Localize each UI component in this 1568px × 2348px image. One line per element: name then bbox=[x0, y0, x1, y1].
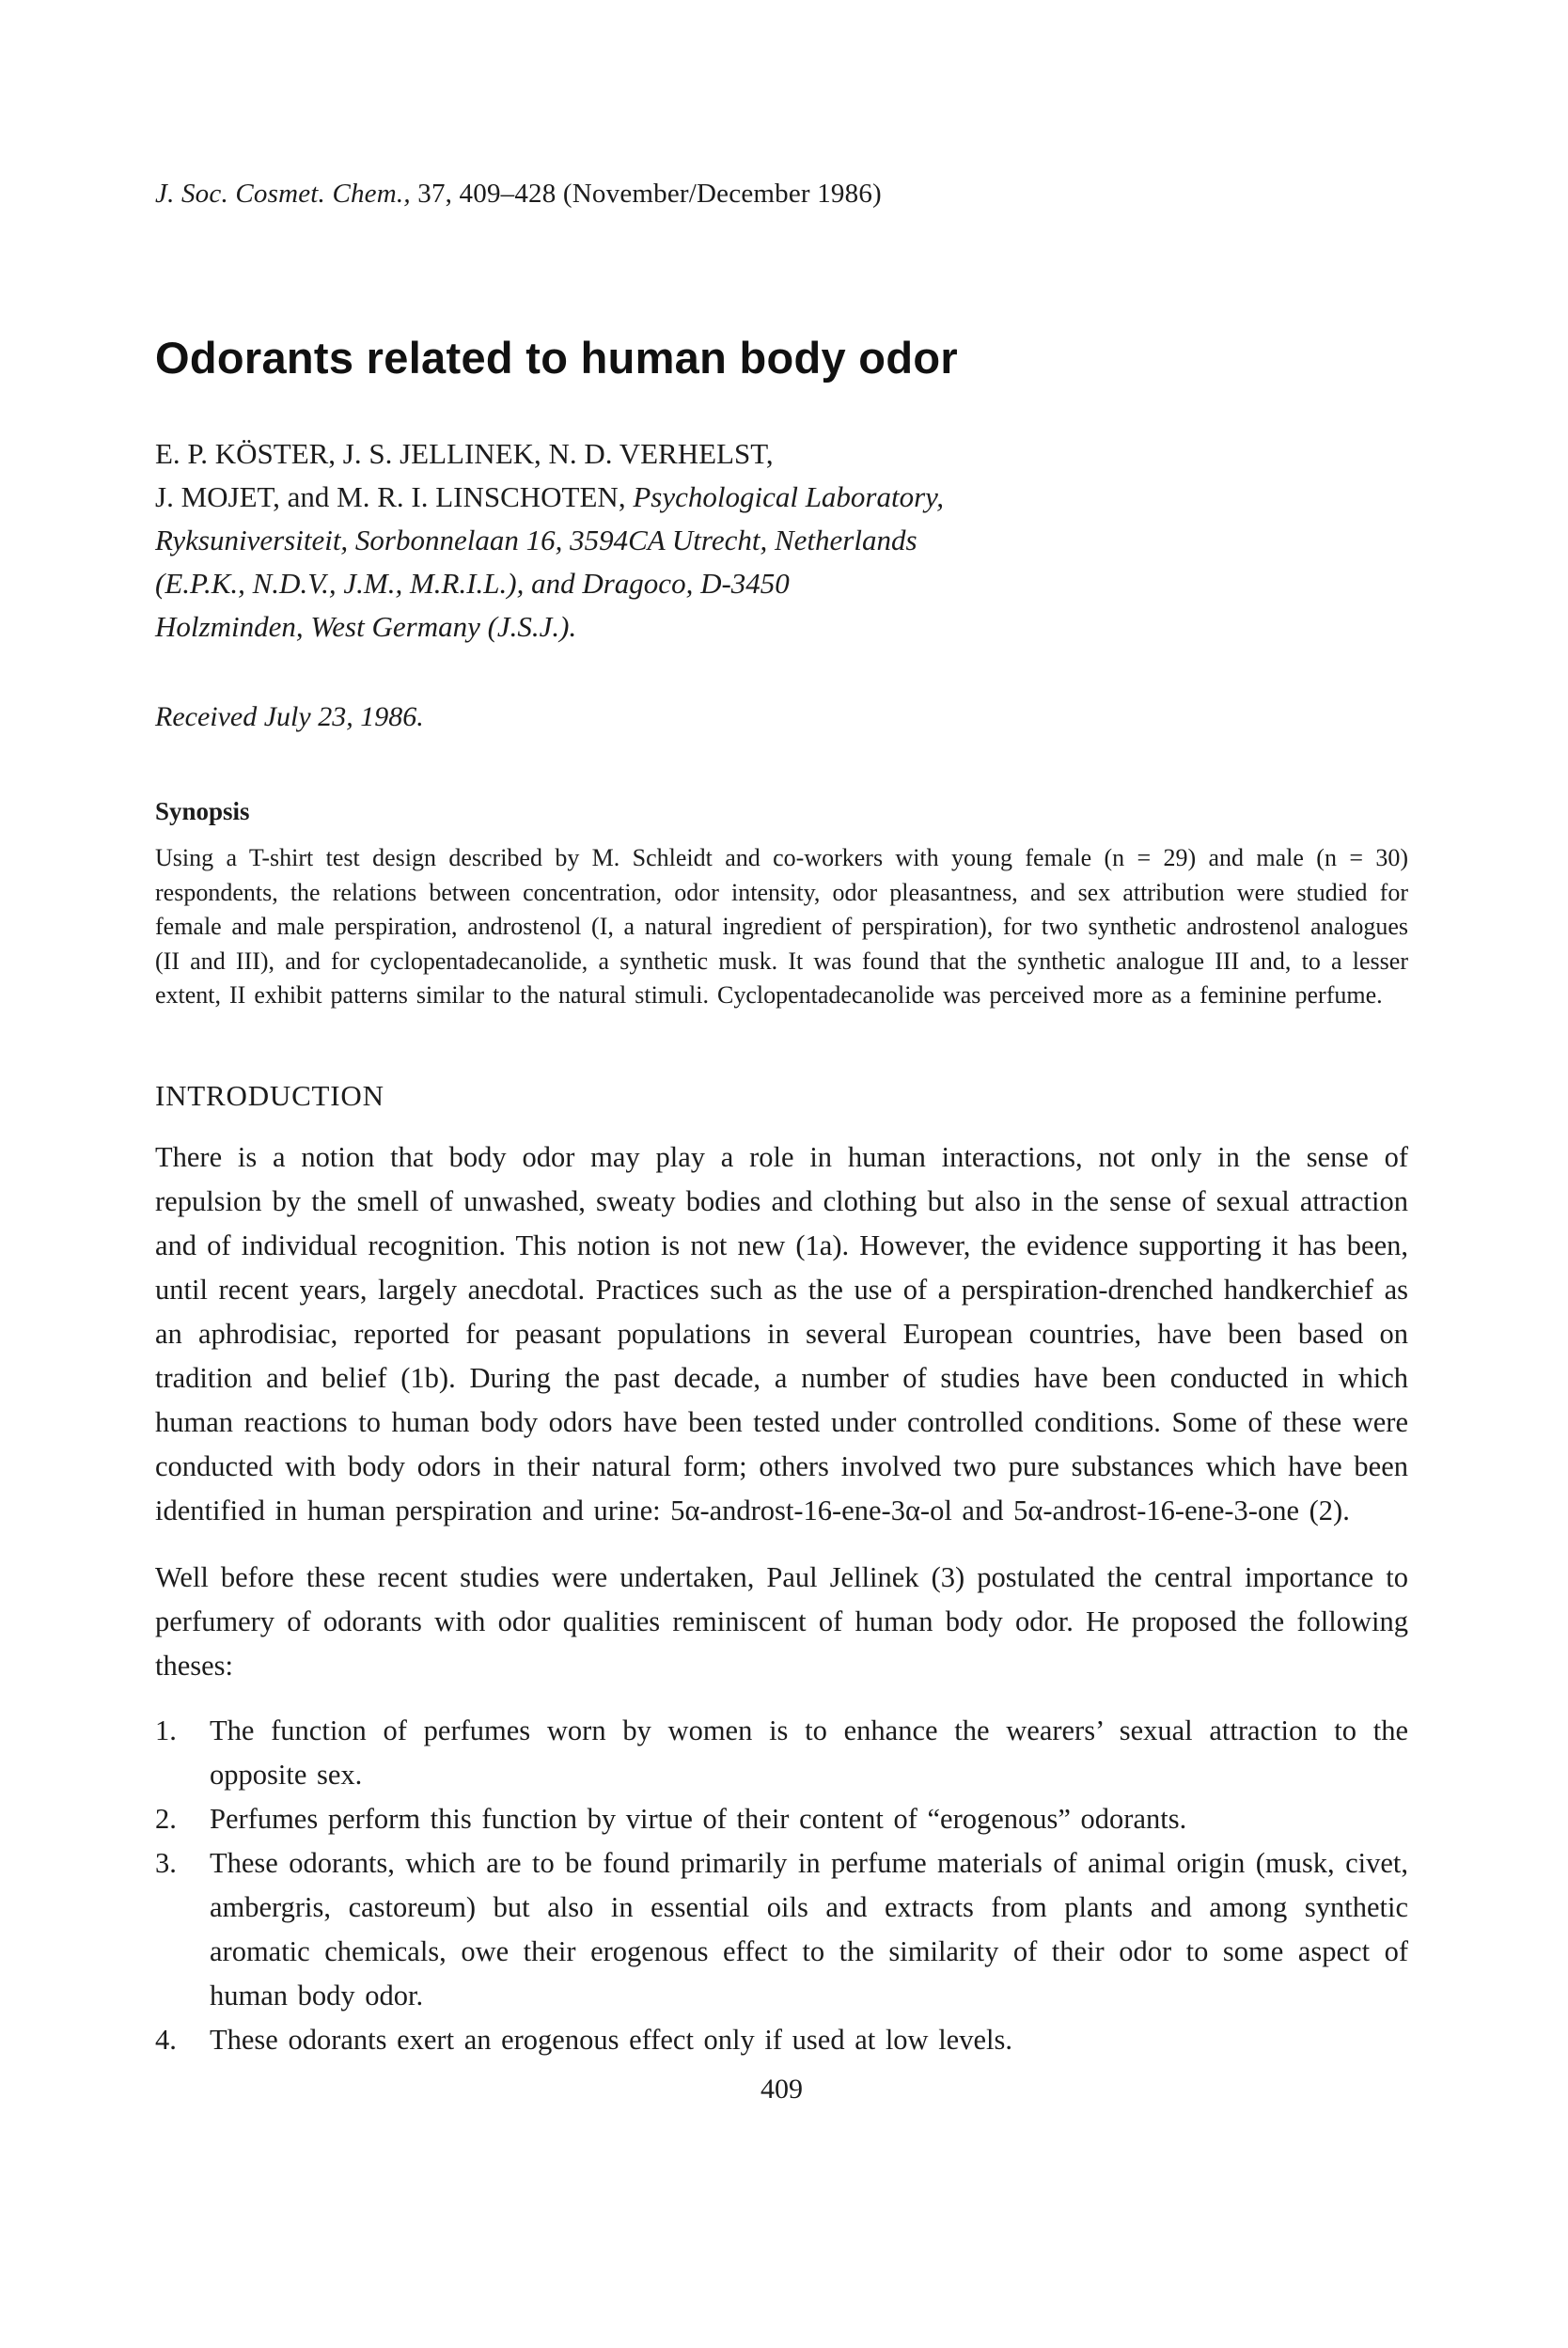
authors-line-2 bbox=[155, 476, 1408, 519]
introduction-paragraph-2: Well before these recent studies were undertaken, Paul Jellinek (3) postulated the central importance to perfumery of odorants with odor qualities reminiscent of human body odor. He proposed the following theses: bbox=[155, 1560, 1408, 1682]
authors-line-2-names: J. MOJET, and M. R. I. LINSCHOTEN, bbox=[155, 480, 634, 513]
list-item bbox=[155, 2018, 1408, 2062]
theses-list bbox=[155, 1709, 1408, 2062]
authors-line-1: E. P. KÖSTER, J. S. JELLINEK, N. D. VERHELST, bbox=[155, 437, 774, 470]
list-item-text: Perfumes perform this function by virtue of their content of “erogenous” odorants. bbox=[210, 1802, 1187, 1835]
list-item-text: The function of perfumes worn by women is to enhance the wearers’ sexual attraction to the opposite sex. bbox=[210, 1714, 1408, 1791]
authors-line-3: Ryksuniversiteit, Sorbonnelaan 16, 3594CA Utrecht, Netherlands bbox=[155, 524, 917, 556]
synopsis-text: Using a T-shirt test design described by M. Schleidt and co-workers with young female (n = 29) and male (n = 30) respondents, the relations between concentration, odor intensity, odor pleasantness, and sex attribution were studied for female and male perspiration, androstenol (I, a natural ingredient of perspiration), for two synthetic androstenol analogues (II and III), and for cyclopentadecanolide, a synthetic musk. It was found that the synthetic analogue III and, to a lesser extent, II exhibit patterns similar to the natural stimuli. Cyclopentadecanolide was perceived more as a feminine perfume. bbox=[155, 844, 1408, 1009]
list-item bbox=[155, 1841, 1408, 2018]
list-item-number: 4. bbox=[155, 2023, 177, 2056]
article-title: Odorants related to human body odor bbox=[155, 333, 958, 383]
list-item-text: These odorants exert an erogenous effect only if used at low levels. bbox=[210, 2023, 1012, 2056]
list-item-text: These odorants, which are to be found primarily in perfume materials of animal origin (musk, civet, ambergris, castoreum) but also in essential oils and extracts from plants and among synthetic aromatic chemicals, owe their erogenous effect to the similarity of their odor to some aspect of human body odor. bbox=[210, 1846, 1408, 2011]
introduction-paragraph-1: There is a notion that body odor may play a role in human interactions, not only in the sense of repulsion by the smell of unwashed, sweaty bodies and clothing but also in the sense of sexual attraction and of individual recognition. This notion is not new (1a). However, the evidence supporting it has been, until recent years, largely anecdotal. Practices such as the use of a perspiration-drenched handkerchief as an aphrodisiac, reported for peasant populations in several European countries, have been based on tradition and belief (1b). During the past decade, a number of studies have been conducted in which human reactions to human body odors have been tested under controlled conditions. Some of these were conducted with body odors in their natural form; others involved two pure substances which have been identified in human perspiration and urine: 5α-androst-16-ene-3α-ol and 5α-androst-16-ene-3-one (2). bbox=[155, 1140, 1408, 1526]
authors-affiliation-lab: Psychological Laboratory, bbox=[633, 480, 944, 513]
journal-volume-pages: 37, 409–428 (November/December 1986) bbox=[410, 179, 882, 209]
received-date: Received July 23, 1986. bbox=[155, 701, 424, 732]
introduction-heading: INTRODUCTION bbox=[155, 1078, 384, 1112]
journal-citation bbox=[155, 179, 1408, 210]
list-item bbox=[155, 1797, 1408, 1841]
page-number: 409 bbox=[760, 2073, 803, 2105]
list-item-number: 1. bbox=[155, 1714, 177, 1746]
synopsis-heading: Synopsis bbox=[155, 797, 250, 825]
authors-block bbox=[155, 432, 1408, 649]
journal-name: J. Soc. Cosmet. Chem., bbox=[155, 179, 411, 209]
list-item-number: 2. bbox=[155, 1802, 177, 1835]
list-item bbox=[155, 1709, 1408, 1797]
authors-line-4: (E.P.K., N.D.V., J.M., M.R.I.L.), and Dragoco, D-3450 bbox=[155, 567, 790, 600]
list-item-number: 3. bbox=[155, 1846, 177, 1879]
authors-line-5: Holzminden, West Germany (J.S.J.). bbox=[155, 610, 577, 643]
